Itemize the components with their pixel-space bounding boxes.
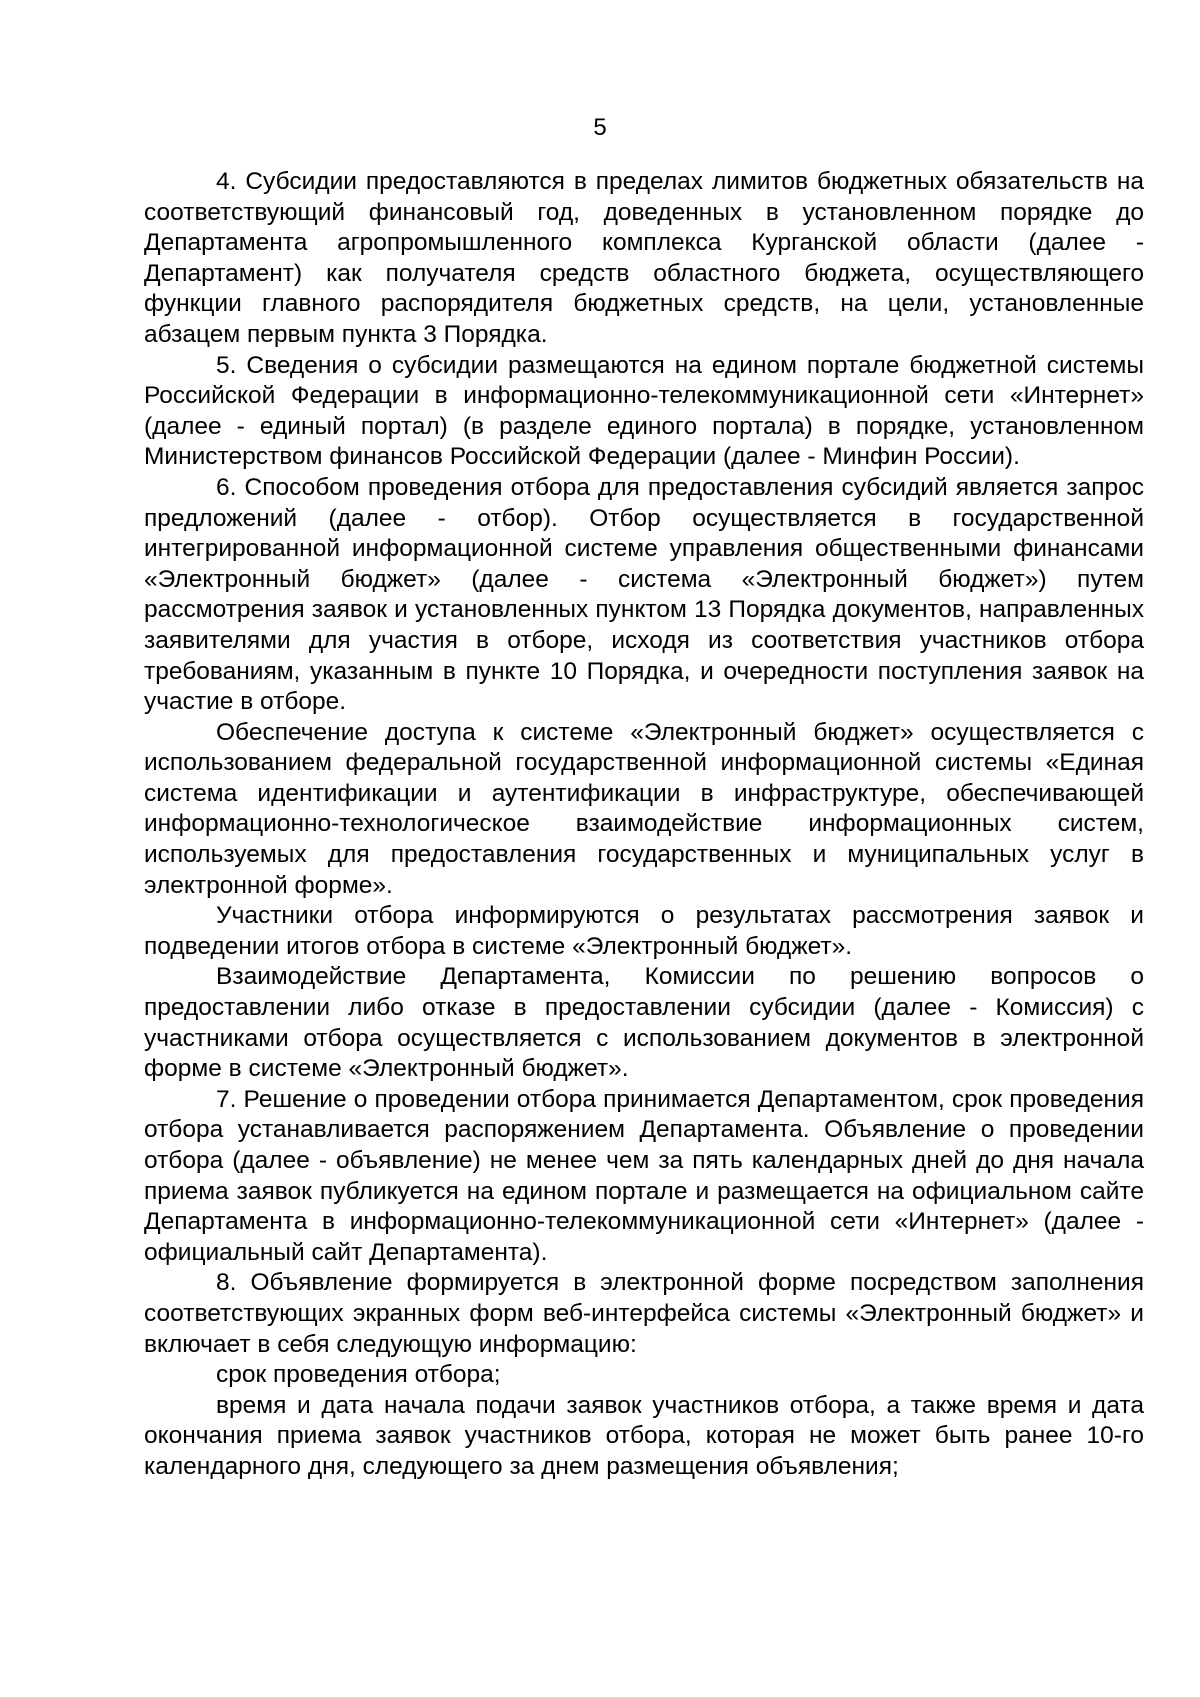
paragraph-5-subsidy-info: 5. Сведения о субсидии размещаются на едином портале бюджетной системы Российской Федерации в информационно-телекоммуникационной сети «Интернет» (далее - единый портал) (в разделе единого портала) в порядке, установленном Министерством финансов Российской Федерации (далее - Минфин России).	[144, 351, 1144, 471]
paragraph-7-decision: 7. Решение о проведении отбора принимается Департаментом, срок проведения отбора устанавливается распоряжением Департамента. Объявление о проведении отбора (далее - объявление) не менее чем за пять календарных дней до дня начала приема заявок публикуется на едином портале и размещается на официальном сайте Департамента в информационно-телекоммуникационной сети «Интернет» (далее - официальный сайт Департамента).	[144, 1085, 1144, 1266]
list-item-submission-dates: время и дата начала подачи заявок участников отбора, а также время и дата окончания приема заявок участников отбора, которая не может быть ранее 10-го календарного дня, следующего за днем размещения объявления;	[144, 1391, 1144, 1480]
paragraph-8-announcement: 8. Объявление формируется в электронной форме посредством заполнения соответствующих экранных форм веб-интерфейса системы «Электронный бюджет» и включает в себя следующую информацию:	[144, 1269, 1144, 1358]
paragraph-interaction: Взаимодействие Департамента, Комиссии по решению вопросов о предоставлении либо отказе в предоставлении субсидии (далее - Комиссия) с участниками отбора осуществляется с использованием документов в электронной форме в системе «Электронный бюджет».	[144, 963, 1144, 1083]
paragraph-6-selection-method: 6. Способом проведения отбора для предоставления субсидий является запрос предложений (далее - отбор). Отбор осуществляется в государственной интегрированной информационной системе управления общественными финансами «Электронный бюджет» (далее - система «Электронный бюджет») путем рассмотрения заявок и установленных пунктом 13 Порядка документов, направленных заявителями для участия в отборе, исходя из соответствия участников отбора требованиям, указанным в пункте 10 Порядка, и очередности поступления заявок на участие в отборе.	[144, 473, 1144, 716]
document-body	[144, 167, 1144, 1483]
paragraph-system-access: Обеспечение доступа к системе «Электронный бюджет» осуществляется с использованием федеральной государственной информационной системы «Единая система идентификации и аутентификации в инфраструктуре, обеспечивающей информационно-технологическое взаимодействие информационных систем, используемых для предоставления государственных и муниципальных услуг в электронной форме».	[144, 718, 1144, 899]
list-item-selection-period: срок проведения отбора;	[216, 1361, 501, 1389]
paragraph-4-subsidies-limits: 4. Субсидии предоставляются в пределах лимитов бюджетных обязательств на соответствующий финансовый год, доведенных в установленном порядке до Департамента агропромышленного комплекса Курганской области (далее - Департамент) как получателя средств областного бюджета, осуществляющего функции главного распорядителя бюджетных средств, на цели, установленные абзацем первым пункта 3 Порядка.	[144, 168, 1144, 348]
paragraph-participants-informed: Участники отбора информируются о результатах рассмотрения заявок и подведении итогов отбора в системе «Электронный бюджет».	[144, 902, 1144, 960]
page-number: 5	[593, 114, 607, 141]
